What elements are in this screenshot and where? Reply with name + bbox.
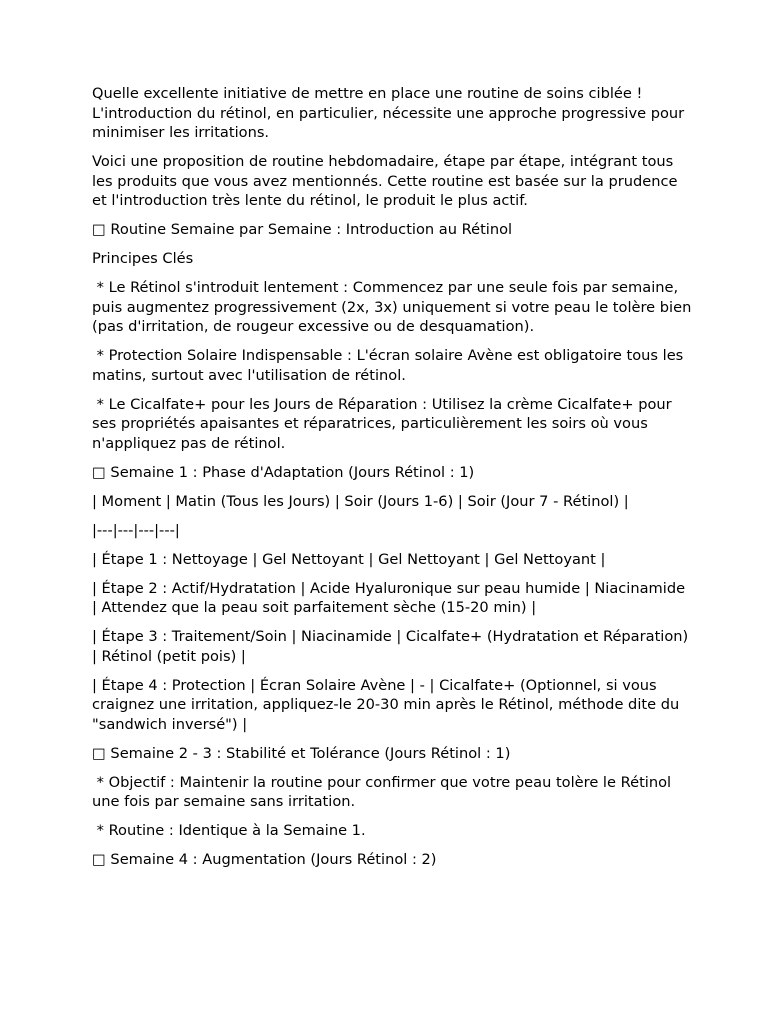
key-principles-heading: Principes Clés <box>92 250 194 267</box>
intro-paragraph: Quelle excellente initiative de mettre en place une routine de soins ciblée ! L'introduction du rétinol, en particulier, nécessite une approche progressive pour minimiser les irritations. <box>92 85 689 141</box>
document-page <box>92 84 696 879</box>
table-row-step-4: | Étape 4 : Protection | Écran Solaire Avène | - | Cicalfate+ (Optionnel, si vous craignez une irritation, appliquez-le 20-30 min après le Rétinol, méthode dite du "sandwich inversé") | <box>92 676 684 733</box>
week-4-heading: □ Semaine 4 : Augmentation (Jours Rétinol : 2) <box>92 851 437 868</box>
table-row-step-2: | Étape 2 : Actif/Hydratation | Acide Hyaluronique sur peau humide | Niacinamide | Attendez que la peau soit parfaitement sèche (15-20 min) | <box>92 579 690 616</box>
table-separator-row: |---|---|---|---| <box>92 521 180 539</box>
table-row-step-3: | Étape 3 : Traitement/Soin | Niacinamide | Cicalfate+ (Hydratation et Réparation) | Rétinol (petit pois) | <box>92 628 693 665</box>
week-1-heading: □ Semaine 1 : Phase d'Adaptation (Jours Rétinol : 1) <box>92 463 475 481</box>
principle-cicalfate: * Le Cicalfate+ pour les Jours de Réparation : Utilisez la crème Cicalfate+ pour ses propriétés apaisantes et réparatrices, particulièrement les soirs où vous n'appliquez pas de rétinol. <box>92 395 677 452</box>
principle-sun-protection: * Protection Solaire Indispensable : L'écran solaire Avène est obligatoire tous les matins, surtout avec l'utilisation de rétinol. <box>92 347 688 384</box>
routine-heading: □ Routine Semaine par Semaine : Introduction au Rétinol <box>92 221 513 238</box>
week-2-3-routine: * Routine : Identique à la Semaine 1. <box>92 822 366 839</box>
week-2-3-objective: * Objectif : Maintenir la routine pour confirmer que votre peau tolère le Rétinol une fois par semaine sans irritation. <box>92 773 676 810</box>
table-row-step-1: | Étape 1 : Nettoyage | Gel Nettoyant | Gel Nettoyant | Gel Nettoyant | <box>92 550 606 568</box>
proposal-paragraph: Voici une proposition de routine hebdomadaire, étape par étape, intégrant tous les produits que vous avez mentionnés. Cette routine est basée sur la prudence et l'introduction très lente du rétinol, le produit le plus actif. <box>92 153 683 209</box>
principle-retinol: * Le Rétinol s'introduit lentement : Commencez par une seule fois par semaine, puis augmentez progressivement (2x, 3x) uniquement si votre peau le tolère bien (pas d'irritation, de rougeur excessive ou de desquamation). <box>92 279 696 335</box>
table-header-row: | Moment | Matin (Tous les Jours) | Soir (Jours 1-6) | Soir (Jour 7 - Rétinol) | <box>92 492 629 510</box>
week-2-3-heading: □ Semaine 2 - 3 : Stabilité et Tolérance (Jours Rétinol : 1) <box>92 744 511 762</box>
